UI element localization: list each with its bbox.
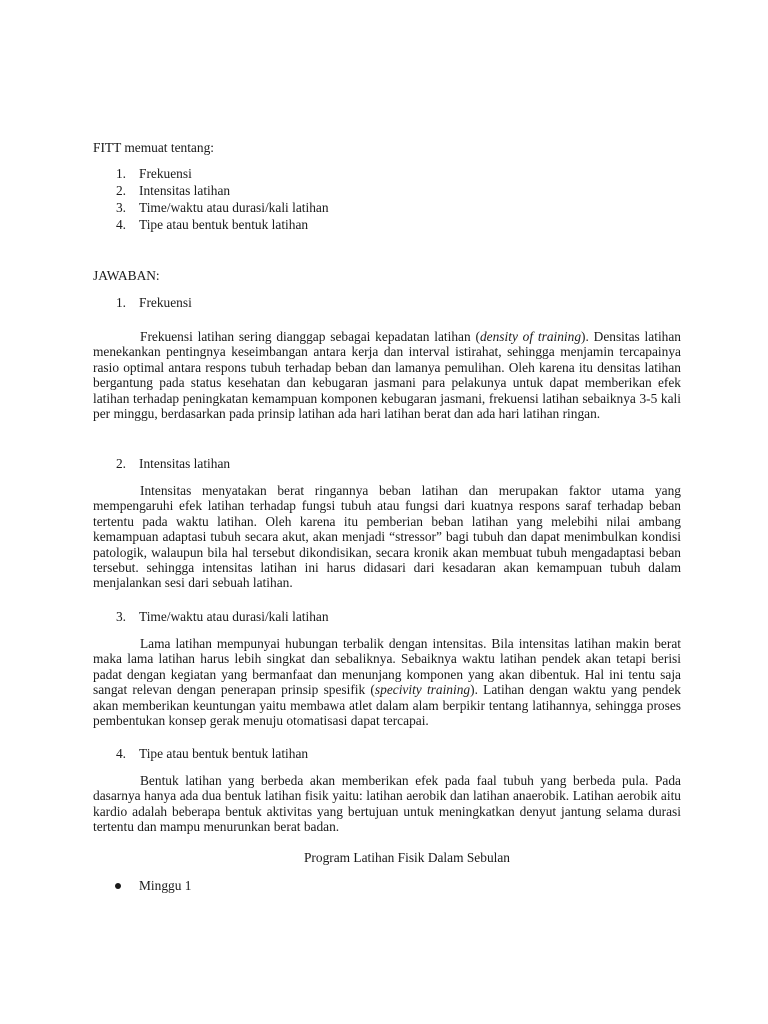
intro-item-label: Frekuensi [139,166,192,181]
answer-heading: JAWABAN: [93,268,160,283]
section-paragraph [93,329,681,421]
bullet-icon [115,883,121,889]
section-title: Intensitas latihan [139,456,231,471]
paragraph-text: ). Latihan dengan waktu yang pendek akan memberikan keuntungan yaitu membawa atlet dalam alam berpikir tentang latihannya, sehingga proses pembentukan konsep gerak menuju otomatisasi dapat tercapai. [93,682,681,729]
section-paragraph: Bentuk latihan yang berbeda akan memberikan efek pada faal tubuh yang berbeda pula. Pada dasarnya hanya ada dua bentuk latihan fisik yaitu: latihan aerobik dan latihan anaerobik. Latihan aerobik aitu kardio adalah beberapa bentuk aktivitas yang bertujuan untuk meningkatkan denyut jantung selama durasi tertentu dan mampu menurunkan berat badan. [93,773,681,835]
section-number: 2. [115,456,126,471]
intro-heading: FITT memuat tentang: [93,140,214,155]
paragraph-italic-term: specivity training [374,682,471,698]
intro-item-number: 1. [115,166,126,181]
section-paragraph [93,636,681,728]
paragraph-italic-term: density of training [479,329,582,344]
paragraph-text: ). Densitas latihan menekankan pentingnya keseimbangan antara kerja dan interval istirahat, sehingga menjamin tercapainya rasio optimal antara respons tubuh terhadap beban dan lamanya pemulihan. Oleh karena itu densitas latihan bergantung pada status kesehatan dan kebugaran jasmani para pelakunya untuk dapat memberikan efek latihan terhadap peningkatan kemampuan komponen kebugaran jasmani, frekuensi latihan sebaiknya 3-5 kali per minggu, berdasarkan pada prinsip latihan ada hari latihan berat dan ada hari latihan ringan. [93,329,681,422]
section-number: 1. [115,295,126,310]
intro-item-number: 3. [115,200,126,215]
section-title: Tipe atau bentuk bentuk latihan [139,746,309,761]
intro-item-number: 2. [115,183,126,198]
intro-item-label: Time/waktu atau durasi/kali latihan [139,200,329,215]
paragraph-text: Lama latihan mempunyai hubungan terbalik dengan intensitas. Bila intensitas latihan makin berat maka lama latihan harus lebih singkat dan sebaliknya. Sebaiknya waktu latihan pendek akan tetapi berisi padat dengan kegiatan yang bermanfaat dan menunjang komponen yang akan dibentuk. Hal ini tentu saja sangat relevan dengan penerapan prinsip spesifik ( [93,636,681,698]
paragraph-text: Frekuensi latihan sering dianggap sebagai kepadatan latihan ( [140,329,480,344]
section-paragraph: Intensitas menyatakan berat ringannya beban latihan dan merupakan faktor utama yang mempengaruhi efek latihan terhadap fungsi tubuh atau fungsi dari kuatnya respons saraf terhadap beban tertentu pada waktu latihan. Oleh karena itu pemberian beban latihan yang melebihi nilai ambang kemampuan adaptasi tubuh secara akut, akan menjadi “stressor” bagi tubuh dan dapat menimbulkan kondisi patologik, walaupun bila hal tersebut dikondisikan, secara kronik akan membuat tubuh mengadaptasi beban tersebut. sehingga intensitas latihan ini harus didasari dari kesadaran akan kemampuan tubuh dalam menjalankan sesi dari sebuah latihan. [93,483,681,591]
section-number: 4. [115,746,126,761]
section-title: Time/waktu atau durasi/kali latihan [139,609,329,624]
intro-item-label: Intensitas latihan [139,183,231,198]
section-number: 3. [115,609,126,624]
intro-item-number: 4. [115,217,126,232]
program-title: Program Latihan Fisik Dalam Sebulan [303,850,511,865]
section-title: Frekuensi [139,295,192,310]
intro-item-label: Tipe atau bentuk bentuk latihan [139,217,309,232]
program-bullet-item: Minggu 1 [139,878,192,893]
